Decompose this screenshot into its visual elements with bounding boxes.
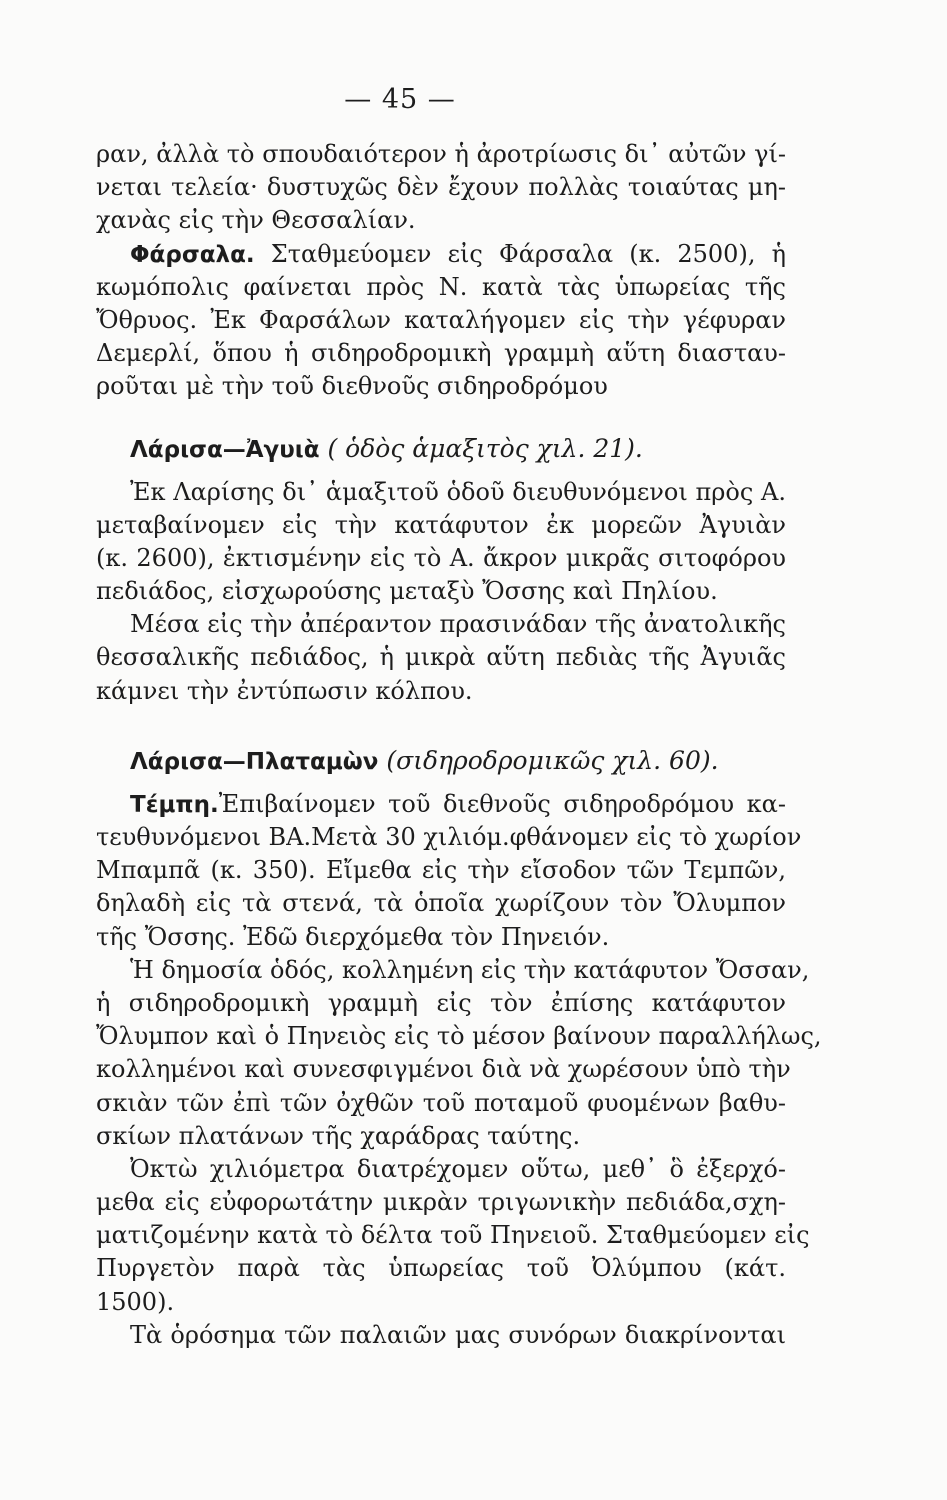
text-line: τῆς Ὄσσης. Ἐδῶ διερχόμεθα τὸν Πηνειόν. — [96, 922, 610, 951]
text-span: Σταθμεύομεν εἰς Φάρσαλα (κ. 2500), ἡ — [254, 239, 786, 268]
term-farsala: Φάρσαλα. — [130, 241, 255, 268]
text-line: νεται τελεία· δυστυχῶς δὲν ἔχουν πολλὰς τοιαύτας μη- — [96, 173, 786, 202]
text-line: Ὀκτὼ χιλιόμετρα διατρέχομεν οὕτω, μεθ᾽ ὃ ἐξερχό- — [130, 1154, 786, 1183]
text-line: 1500). — [96, 1287, 175, 1316]
text-line: Μέσα εἰς τὴν ἀπέραντον πρασινάδαν τῆς ἀνατολικῆς — [130, 610, 786, 639]
text-line: κωμόπολις φαίνεται πρὸς Ν. κατὰ τὰς ὑπωρείας τῆς — [96, 272, 786, 301]
section-heading-note: ( ὁδὸς ἁμαξιτὸς χιλ. 21). — [319, 433, 643, 463]
section-heading — [96, 422, 786, 476]
text-line: ροῦται μὲ τὴν τοῦ διεθνοῦς σιδηροδρόμου — [96, 372, 608, 401]
text-line: Ἡ δημοσία ὁδός, κολλημένη εἰς τὴν κατάφυτον Ὄσσαν, — [130, 955, 810, 984]
text-line: σκίων πλατάνων τῆς χαράδρας ταύτης. — [96, 1121, 581, 1150]
text-line: Τὰ ὁρόσημα τῶν παλαιῶν μας συνόρων διακρίνονται — [130, 1320, 786, 1349]
text-line: θεσσαλικῆς πεδιάδος, ἡ μικρὰ αὕτη πεδιὰς τῆς Ἀγυιᾶς — [96, 643, 786, 672]
text-line: κάμνει τὴν ἐντύπωσιν κόλπου. — [96, 676, 473, 705]
text-line: Ὄθρυος. Ἐκ Φαρσάλων καταλήγομεν εἰς τὴν γέφυραν — [96, 305, 786, 334]
text-line — [96, 238, 786, 271]
text-line: σκιὰν τῶν ἐπὶ τῶν ὀχθῶν τοῦ ποταμοῦ φυομένων βαθυ- — [96, 1088, 786, 1117]
text-line: δηλαδὴ εἰς τὰ στενά, τὰ ὁποῖα χωρίζουν τὸν Ὄλυμπον — [96, 889, 786, 918]
term-tempi: Τέμπη. — [130, 791, 219, 818]
text-line: πεδιάδος, εἰσχωρούσης μεταξὺ Ὄσσης καὶ Πηλίου. — [96, 577, 718, 606]
page-number: — 45 — — [344, 84, 456, 115]
spacer — [96, 708, 786, 734]
section-heading-route: Λάρισα—Ἀγυιὰ — [130, 436, 320, 463]
text-line: (κ. 2600), ἐκτισμένην εἰς τὸ Α. ἄκρον μικρᾶς σιτοφόρου — [96, 543, 786, 572]
text-span: Ἐπιβαίνομεν τοῦ διεθνοῦς σιδηροδρόμου κα- — [218, 789, 786, 818]
section-heading-route: Λάρισα—Πλαταμὼν — [130, 748, 379, 775]
text-line: ἡ σιδηροδρομικὴ γραμμὴ εἰς τὸν ἐπίσης κατάφυτον — [96, 988, 786, 1017]
text-line: τευθυνόμενοι ΒΑ.Μετὰ 30 χιλιόμ.φθάνομεν εἰς τὸ χωρίον — [96, 823, 802, 851]
text-line: χανὰς εἰς τὴν Θεσσαλίαν. — [96, 206, 416, 235]
text-line: μεταβαίνομεν εἰς τὴν κατάφυτον ἐκ μορεῶν Ἀγυιὰν — [96, 510, 786, 539]
text-line — [96, 788, 786, 821]
text-line: Ὄλυμπον καὶ ὁ Πηνειὸς εἰς τὸ μέσον βαίνουν παραλλήλως, — [96, 1022, 822, 1051]
section-heading — [96, 734, 786, 788]
text-line: Πυργετὸν παρὰ τὰς ὑπωρείας τοῦ Ὀλύμπου (κάτ. — [96, 1254, 786, 1283]
text-line: ραν, ἀλλὰ τὸ σπουδαιότερον ἡ ἀροτρίωσις δι᾽ αὐτῶν γί- — [96, 140, 786, 168]
page-body — [96, 138, 822, 1352]
text-line: Δεμερλί, ὅπου ἡ σιδηροδρομικὴ γραμμὴ αὕτη διασταυ- — [96, 339, 786, 368]
text-line: ματιζομένην κατὰ τὸ δέλτα τοῦ Πηνειοῦ. Σταθμεύομεν εἰς — [96, 1221, 810, 1250]
text-line: κολλημένοι καὶ συνεσφιγμένοι διὰ νὰ χωρέσουν ὑπὸ τὴν — [96, 1055, 791, 1084]
text-line: Μπαμπᾶ (κ. 350). Εἴμεθα εἰς τὴν εἴσοδον τῶν Τεμπῶν, — [96, 856, 786, 885]
section-heading-note: (σιδηροδρομικῶς χιλ. 60). — [378, 745, 719, 775]
text-line: Ἐκ Λαρίσης δι᾽ ἁμαξιτοῦ ὁδοῦ διευθυνόμενοι πρὸς Α. — [130, 477, 786, 506]
text-line: μεθα εἰς εὐφορωτάτην μικρὰν τριγωνικὴν πεδιάδα,σχη- — [96, 1188, 786, 1217]
